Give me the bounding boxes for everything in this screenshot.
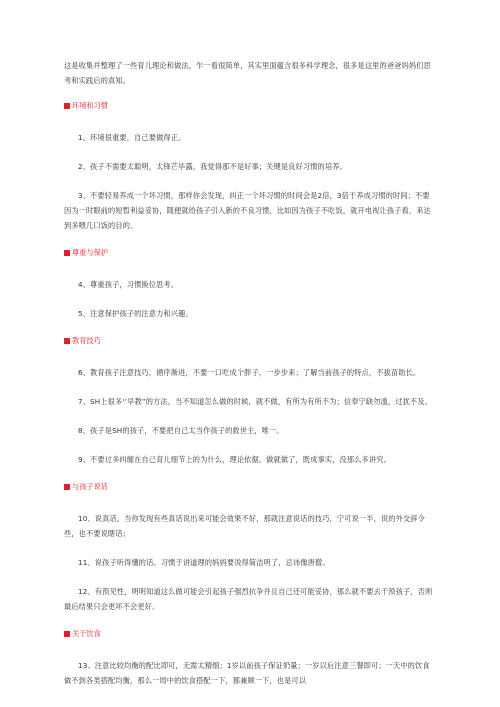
list-item: 13、注意比较均衡的配比即可，无需太精细；1岁以前孩子保证奶量；一岁以后注意三餐即可；一天中的饮食做不到各类搭配均衡，那么一周中的饮食搭配一下，都兼顾一下，也是可以 xyxy=(64,661,430,685)
heading-marker-icon xyxy=(64,250,70,256)
section-talking xyxy=(64,481,436,614)
section-heading-text: 教育技巧 xyxy=(72,336,101,345)
list-item: 6、教育孩子注意技巧，循序渐进，不要一口吃成个胖子，一步步来；了解当前孩子的特点，不拔苗助长。 xyxy=(78,368,421,377)
list-item: 2、孩子不需要太聪明，太锋芒毕露，我觉得那不是好事；关键是良好习惯的培养。 xyxy=(78,162,347,171)
section-respect xyxy=(64,247,436,321)
document-body xyxy=(64,58,436,702)
section-heading xyxy=(64,100,436,112)
list-item: 4、尊重孩子，习惯换位思考。 xyxy=(78,280,179,289)
section-heading-text: 与孩子说话 xyxy=(72,482,108,491)
list-item: 8、孩子是SH的孩子，不要把自己太当作孩子的救世主，唯一。 xyxy=(78,426,284,435)
section-diet xyxy=(64,628,436,688)
heading-marker-icon xyxy=(64,103,70,109)
section-heading-text: 关于饮食 xyxy=(72,629,101,638)
section-skills xyxy=(64,335,436,467)
section-heading-text: 尊重与保护 xyxy=(72,248,108,257)
section-environment xyxy=(64,100,436,233)
list-item: 3、不要轻易养成一个坏习惯，那样你会发现，纠正一个坏习惯的时间会是2倍，3倍于养成习惯的时间；不要因为一时眼前的短暂利益妥协，随便就给孩子引入新的不良习惯，比如因为孩子不吃饭，就开电视让孩子看，来达到多喂几口饭的目的。 xyxy=(64,191,431,230)
list-item: 1、环境很重要，自己要做得正。 xyxy=(78,133,186,142)
intro-paragraph: 这是收集并整理了一些育儿理论和做法，乍一看很简单，其实里面蕴含很多科学理念，很多是这里的爸爸妈妈们思考和实践后的真知。 xyxy=(64,61,431,85)
heading-marker-icon xyxy=(64,338,70,344)
list-item: 5、注意保护孩子的注意力和兴趣。 xyxy=(78,309,193,318)
section-heading-text: 环境和习惯 xyxy=(72,101,108,110)
section-heading xyxy=(64,481,436,493)
section-heading xyxy=(64,628,436,640)
section-heading xyxy=(64,247,436,259)
list-item: 10、说真话，当你发现有些真话说出来可能会效果不好，那就注意说话的技巧，宁可说一半，说的外交辞令些，也不要说瞎话； xyxy=(64,514,425,538)
heading-marker-icon xyxy=(64,631,70,637)
list-item: 7、SH上很多‘’早教”的方法，当不知道怎么做的时候，就不做，有所为有所不为；信奉宁缺勿滥，过犹不及。 xyxy=(78,397,432,406)
list-item: 12、有预见性，明明知道这么做可能会引起孩子强烈抗争并且自己还可能妥协，那么就不要去干预孩子，否则最后结果只会更坏不会更好。 xyxy=(64,587,433,611)
heading-marker-icon xyxy=(64,484,70,490)
section-heading xyxy=(64,335,436,347)
list-item: 11、说孩子听得懂的话。习惯于讲道理的妈妈要说得简洁明了，忌讳像唐僧。 xyxy=(78,558,330,567)
list-item: 9、不要过多纠缠在自己育儿细节上的为什么，理论依据。做就做了，既成事实，没那么多讲究。 xyxy=(78,455,391,464)
